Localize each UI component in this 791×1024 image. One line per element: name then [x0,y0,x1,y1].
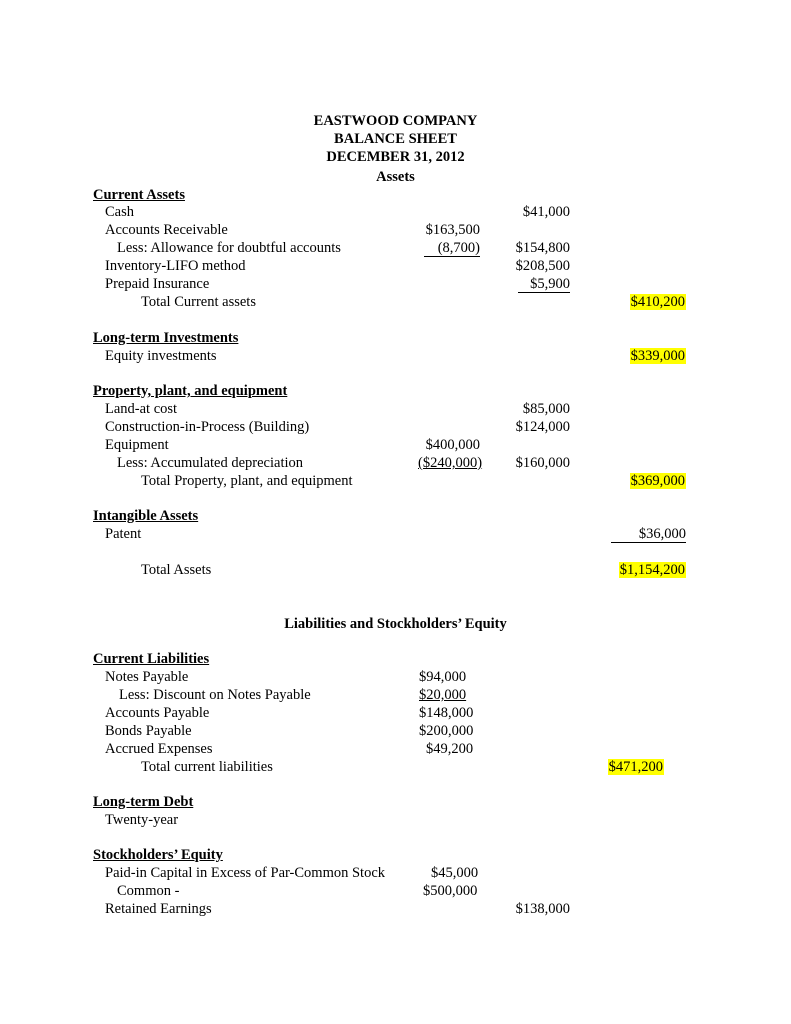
long-term-debt-heading: Long-term Debt [93,794,194,810]
land-label: Land-at cost [105,401,178,417]
equipment-label: Equipment [105,437,169,453]
prepaid-insurance-value: $5,900 [500,276,570,293]
intangible-assets-heading: Intangible Assets [93,508,199,524]
twenty-year-label: Twenty-year [105,812,179,828]
current-assets-heading: Current Assets [93,187,185,203]
retained-earnings-value: $138,000 [515,901,570,917]
patent-label: Patent [105,526,142,542]
accounts-receivable-label: Accounts Receivable [105,222,228,238]
cash-label: Cash [105,204,134,220]
construction-in-process-value: $124,000 [515,419,570,435]
liabilities-equity-heading: Liabilities and Stockholders’ Equity [284,616,507,632]
total-ppe-value: $369,000 [630,473,685,489]
equity-investments-value: $339,000 [630,348,685,364]
equity-investments-label: Equity investments [105,348,217,364]
accumulated-depreciation-value: ($240,000) [418,455,483,471]
common-stock-label: Common - [117,883,180,899]
statement-title: BALANCE SHEET [334,131,457,147]
construction-in-process-label: Construction-in-Process (Building) [105,419,310,435]
land-value: $85,000 [522,401,570,417]
paid-in-capital-label: Paid-in Capital in Excess of Par-Common Stock [105,865,386,881]
total-current-assets-value: $410,200 [630,294,685,310]
accumulated-depreciation-label: Less: Accumulated depreciation [117,455,304,471]
ppe-heading: Property, plant, and equipment [93,383,288,399]
common-stock-value: $500,000 [423,883,478,899]
accounts-receivable-value: $163,500 [425,222,480,238]
bonds-payable-label: Bonds Payable [105,723,192,739]
total-current-liabilities-label: Total current liabilities [141,759,273,775]
inventory-label: Inventory-LIFO method [105,258,246,274]
statement-date: DECEMBER 31, 2012 [326,149,465,165]
prepaid-insurance-label: Prepaid Insurance [105,276,210,292]
accounts-payable-label: Accounts Payable [105,705,210,721]
total-current-liabilities-value: $471,200 [608,759,663,775]
paid-in-capital-value: $45,000 [431,865,479,881]
cash-value: $41,000 [522,204,570,220]
notes-payable-value: $94,000 [419,669,467,685]
total-assets-label: Total Assets [141,562,212,578]
assets-heading: Assets [376,169,415,185]
retained-earnings-label: Retained Earnings [105,901,212,917]
accrued-expenses-label: Accrued Expenses [105,741,213,757]
inventory-value: $208,500 [515,258,570,274]
total-ppe-label: Total Property, plant, and equipment [141,473,353,489]
allowance-label: Less: Allowance for doubtful accounts [117,240,341,256]
net-receivable-value: $154,800 [515,240,570,256]
notes-payable-label: Notes Payable [105,669,189,685]
current-liabilities-heading: Current Liabilities [93,651,210,667]
long-term-investments-heading: Long-term Investments [93,330,239,346]
accounts-payable-value: $148,000 [419,705,474,721]
allowance-value: (8,700) [420,240,480,257]
discount-on-notes-value: $20,000 [419,687,467,703]
total-assets-value: $1,154,200 [619,562,685,578]
accrued-expenses-value: $49,200 [426,741,474,757]
bonds-payable-value: $200,000 [419,723,474,739]
company-name: EASTWOOD COMPANY [313,113,478,129]
discount-on-notes-label: Less: Discount on Notes Payable [119,687,311,703]
total-current-assets-label: Total Current assets [141,294,256,310]
patent-value: $36,000 [586,526,686,543]
stockholders-equity-heading: Stockholders’ Equity [93,847,223,863]
net-equipment-value: $160,000 [515,455,570,471]
equipment-value: $400,000 [425,437,480,453]
